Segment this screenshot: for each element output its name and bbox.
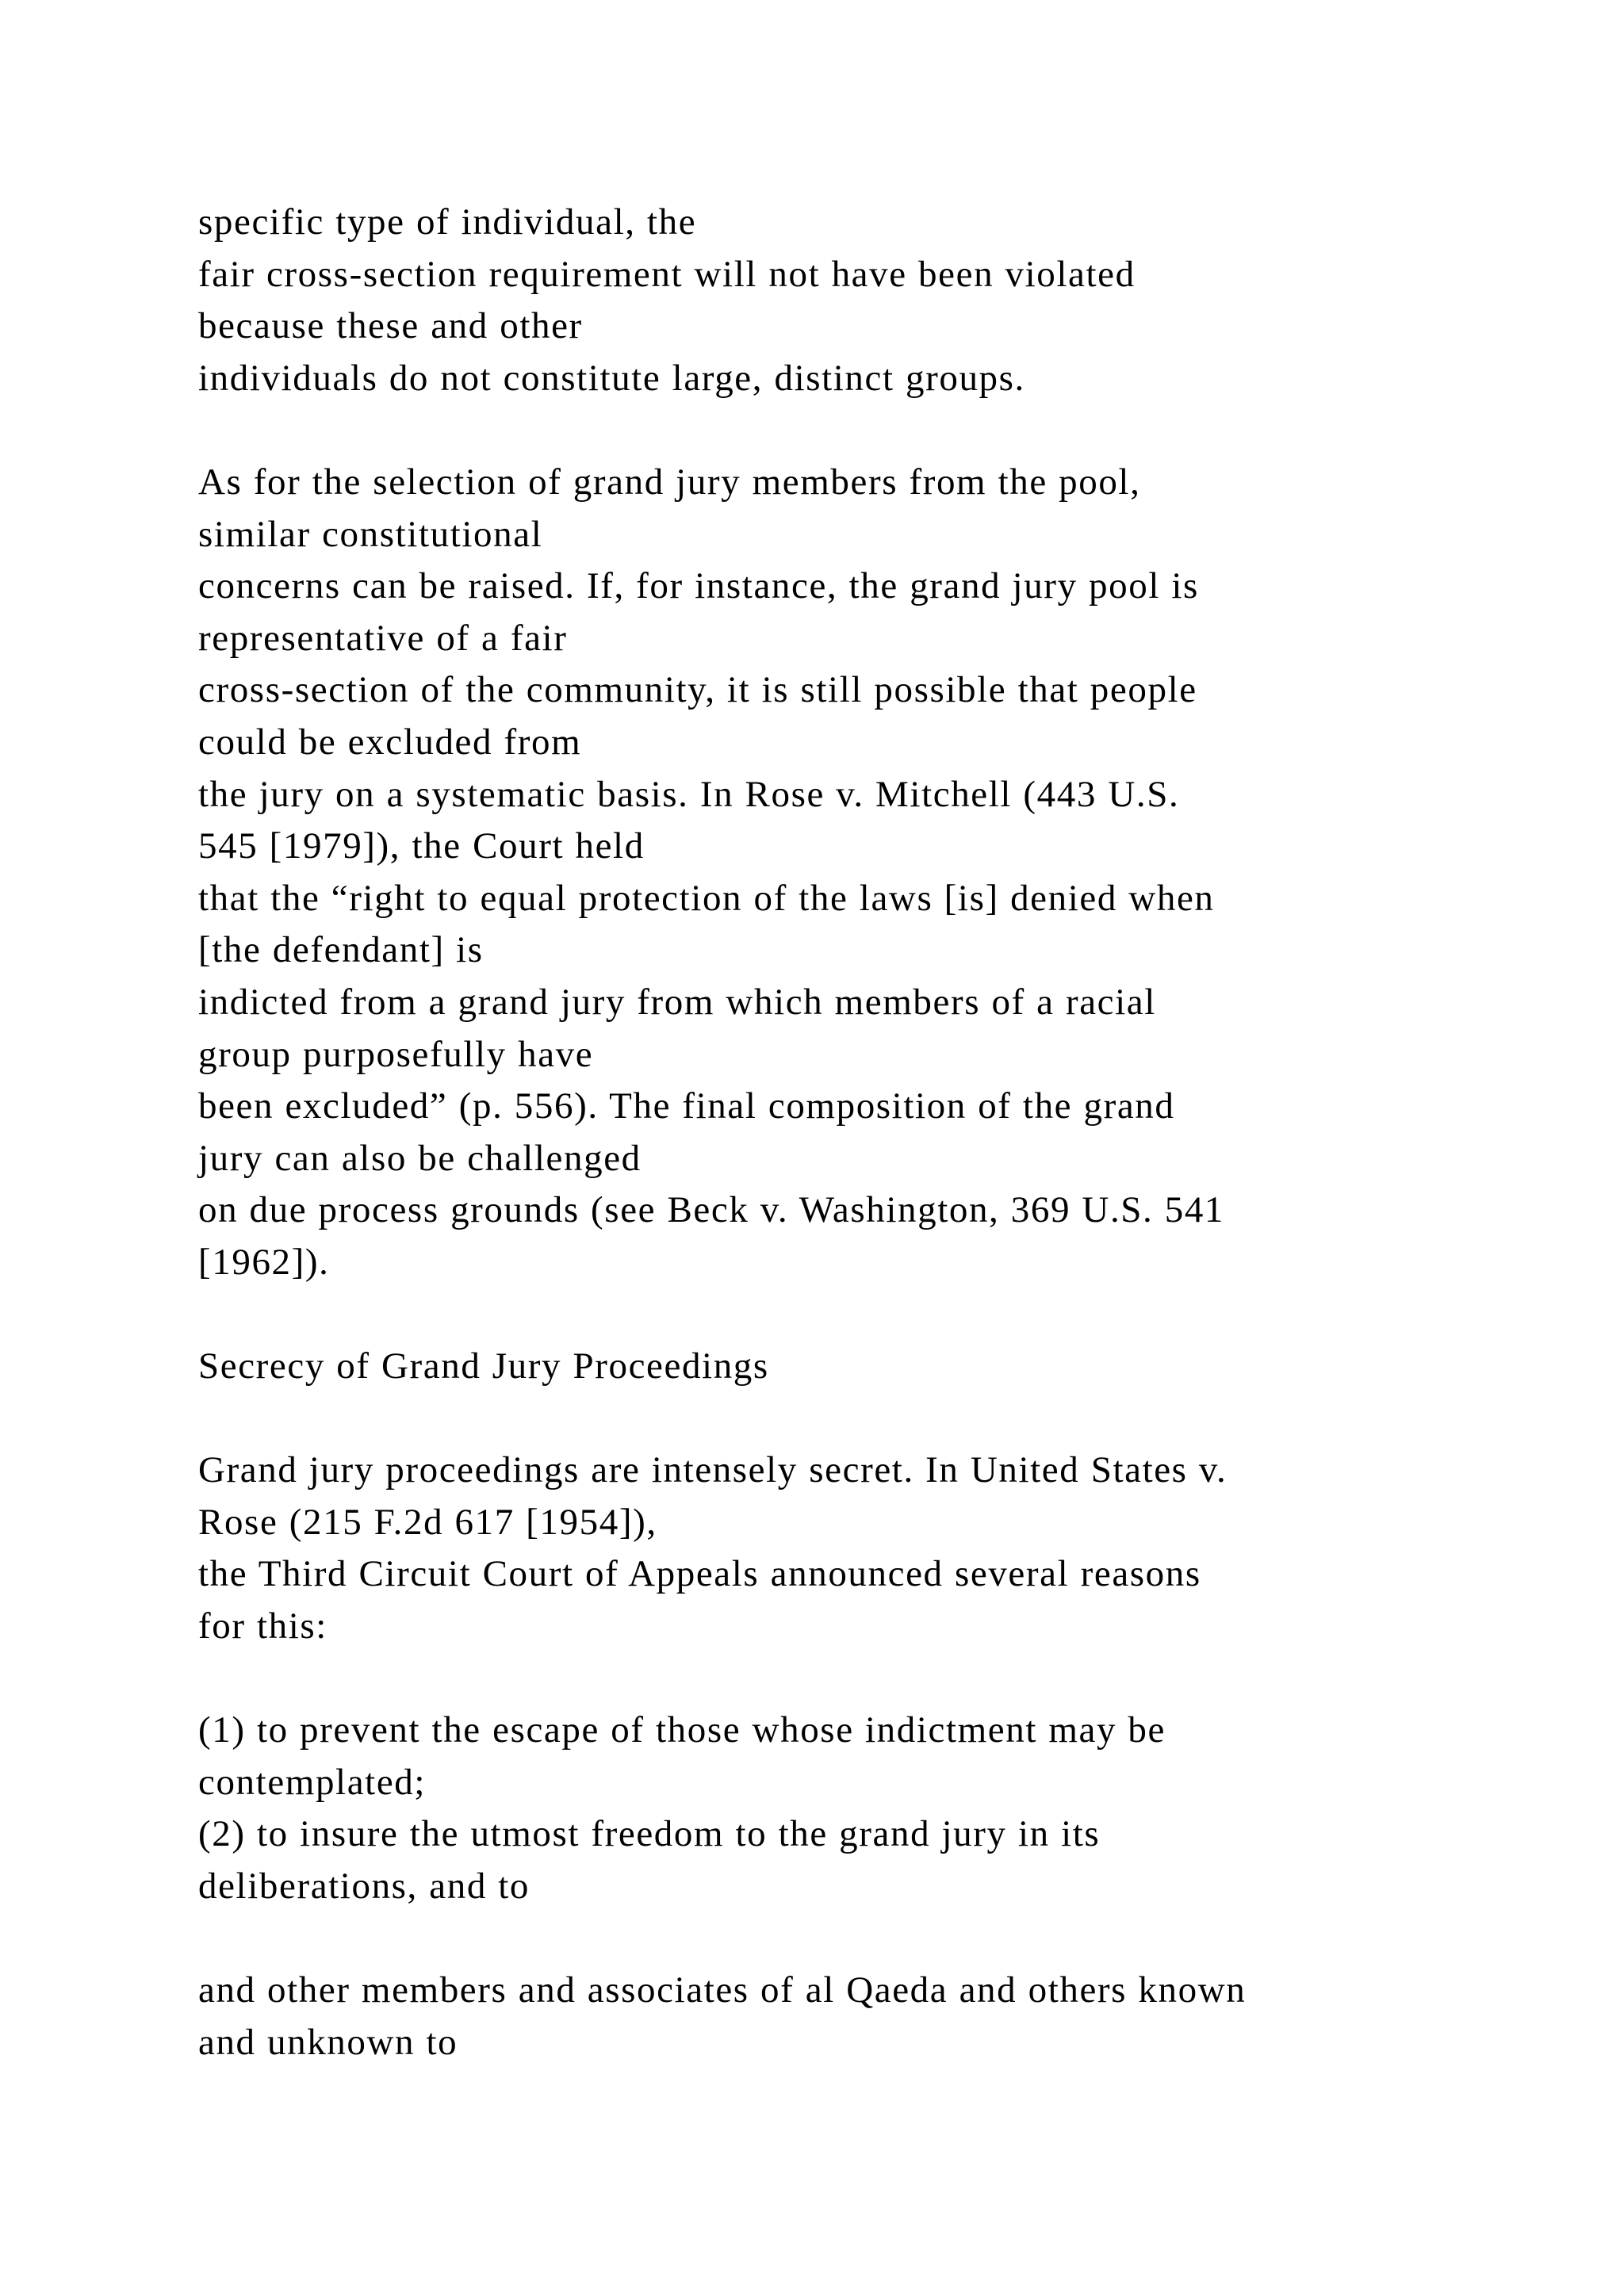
text-line: deliberations, and to <box>198 1866 530 1907</box>
text-line: representative of a fair <box>198 617 568 659</box>
text-line: 545 [1979]), the Court held <box>198 825 645 867</box>
text-line: could be excluded from <box>198 721 582 763</box>
blank-line <box>198 1653 1546 1705</box>
text-line: and other members and associates of al Qaeda and others known <box>198 1969 1247 2011</box>
text-line: (2) to insure the utmost freedom to the grand jury in its <box>198 1813 1101 1855</box>
text-line: [the defendant] is <box>198 929 484 971</box>
text-line: Secrecy of Grand Jury Proceedings <box>198 1345 769 1387</box>
text-line: because these and other <box>198 305 583 347</box>
text-line: been excluded” (p. 556). The final composition of the grand <box>198 1085 1175 1127</box>
text-line: jury can also be challenged <box>198 1137 642 1179</box>
text-line: concerns can be raised. If, for instance, the grand jury pool is <box>198 565 1199 607</box>
text-line: the jury on a systematic basis. In Rose v. Mitchell (443 U.S. <box>198 773 1180 815</box>
text-line: As for the selection of grand jury members from the pool, <box>198 461 1141 503</box>
text-line: (1) to prevent the escape of those whose indictment may be <box>198 1709 1166 1751</box>
text-line: individuals do not constitute large, distinct groups. <box>198 357 1025 399</box>
blank-line <box>198 1913 1546 1965</box>
text-line: that the “right to equal protection of the laws [is] denied when <box>198 877 1215 919</box>
text-line: Rose (215 F.2d 617 [1954]), <box>198 1501 657 1543</box>
blank-line <box>198 1288 1546 1341</box>
text-line: on due process grounds (see Beck v. Washington, 369 U.S. 541 <box>198 1189 1225 1231</box>
text-line: specific type of individual, the <box>198 201 697 243</box>
text-line: group purposefully have <box>198 1033 594 1075</box>
text-line: contemplated; <box>198 1761 427 1803</box>
text-line: Grand jury proceedings are intensely secret. In United States v. <box>198 1449 1228 1491</box>
text-line: [1962]). <box>198 1241 330 1283</box>
text-line: similar constitutional <box>198 513 543 555</box>
text-line: for this: <box>198 1605 327 1647</box>
document-body-text <box>198 197 1546 2068</box>
text-line: cross-section of the community, it is still possible that people <box>198 669 1197 711</box>
text-line: indicted from a grand jury from which members of a racial <box>198 981 1156 1023</box>
text-line: and unknown to <box>198 2021 458 2063</box>
text-line: the Third Circuit Court of Appeals announced several reasons <box>198 1553 1201 1595</box>
blank-line <box>198 404 1546 457</box>
blank-line <box>198 1393 1546 1445</box>
text-line: fair cross-section requirement will not have been violated <box>198 253 1136 295</box>
